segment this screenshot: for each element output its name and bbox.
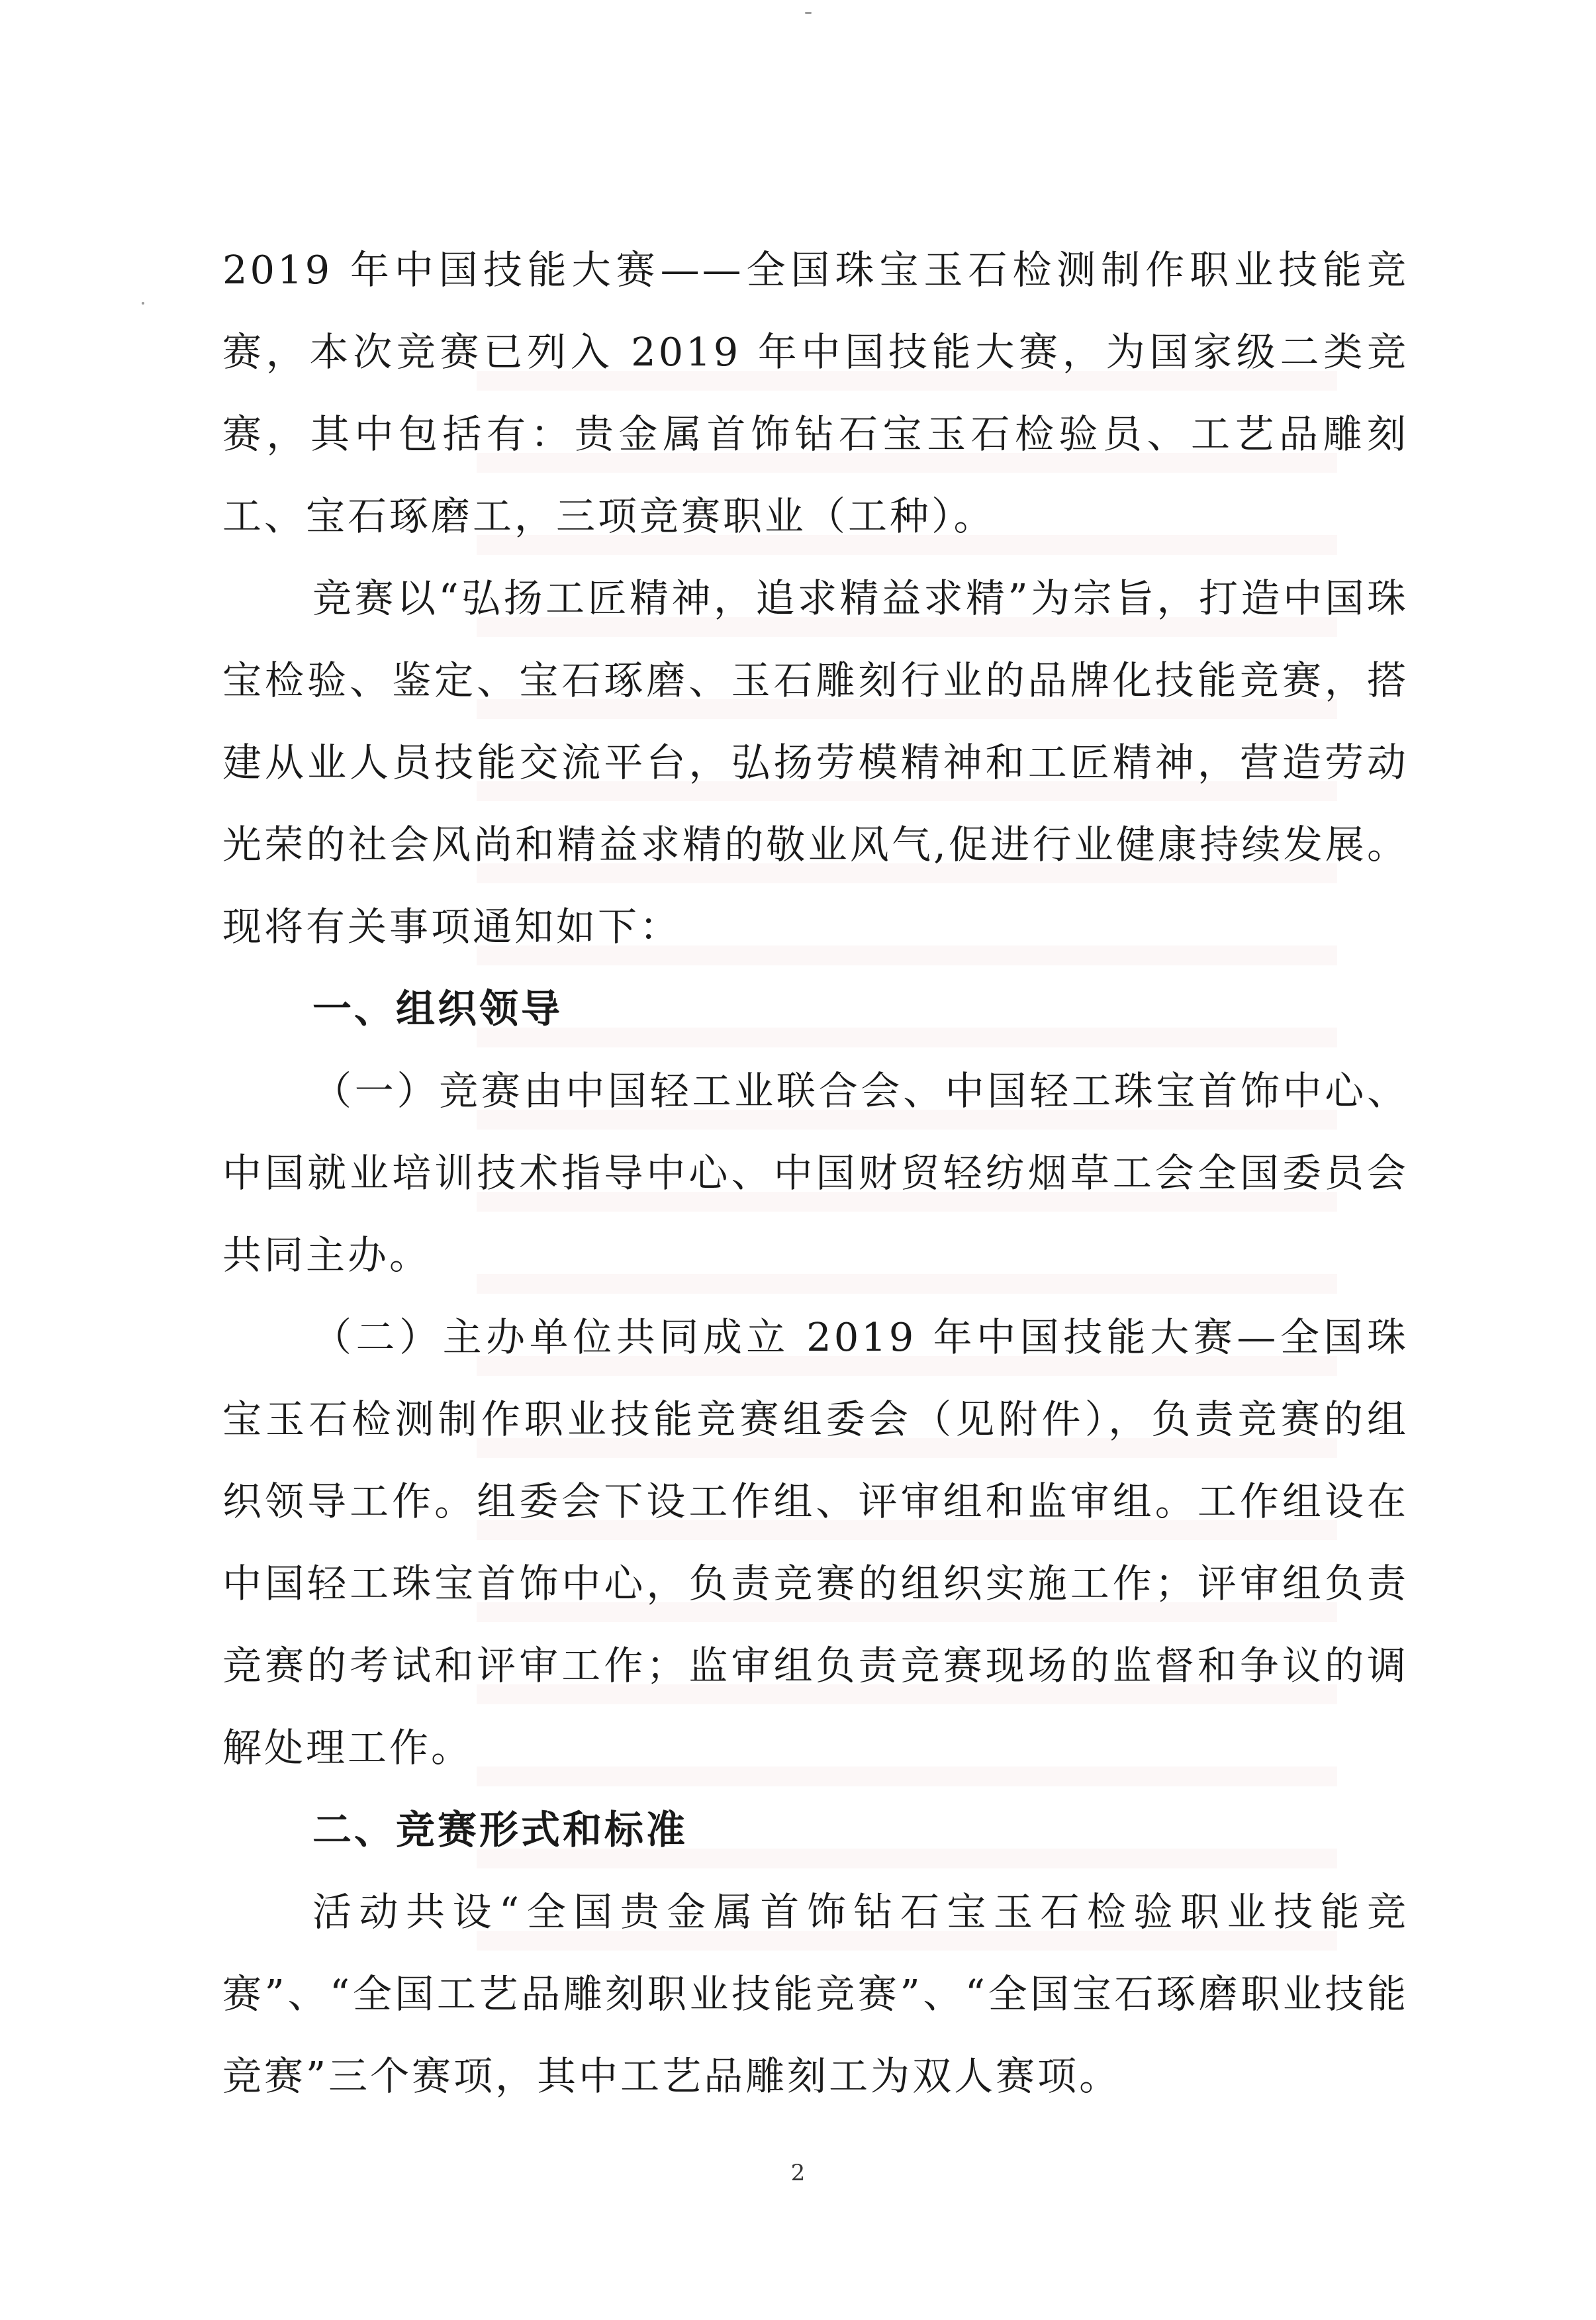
paragraph-intro: 2019 年中国技能大赛——全国珠宝玉石检测制作职业技能竞赛，本次竞赛已列入 2019 年中国技能大赛，为国家级二类竞赛，其中包括有：贵金属首饰钻石宝玉石检验员、工艺品雕刻工、宝石琢磨工，三项竞赛职业（工种）。 xyxy=(222,247,1409,539)
scan-speck xyxy=(142,302,144,305)
document-body xyxy=(222,229,1409,2117)
section-heading-format: 二、竞赛形式和标准 xyxy=(312,1807,688,1853)
section-heading-organization: 一、组织领导 xyxy=(312,986,563,1032)
scan-speck xyxy=(805,12,812,14)
paragraph-committee: （二）主办单位共同成立 2019 年中国技能大赛—全国珠宝玉石检测制作职业技能竞赛组委会（见附件），负责竞赛的组织领导工作。组委会下设工作组、评审组和监审组。工作组设在中国轻工珠宝首饰中心，负责竞赛的组织实施工作；评审组负责竞赛的考试和评审工作；监审组负责竞赛现场的监督和争议的调解处理工作。 xyxy=(222,1314,1409,1770)
paragraph-organizers: （一）竞赛由中国轻工业联合会、中国轻工珠宝首饰中心、中国就业培训技术指导中心、中国财贸轻纺烟草工会全国委员会共同主办。 xyxy=(222,1068,1409,1278)
paragraph-events: 活动共设“全国贵金属首饰钻石宝玉石检验职业技能竞赛”、“全国工艺品雕刻职业技能竞赛”、“全国宝石琢磨职业技能竞赛”三个赛项，其中工艺品雕刻工为双人赛项。 xyxy=(222,1889,1409,2099)
paragraph-purpose: 竞赛以“弘扬工匠精神，追求精益求精”为宗旨，打造中国珠宝检验、鉴定、宝石琢磨、玉石雕刻行业的品牌化技能竞赛，搭建从业人员技能交流平台，弘扬劳模精神和工匠精神，营造劳动光荣的社会风尚和精益求精的敬业风气,促进行业健康持续发展。现将有关事项通知如下： xyxy=(222,575,1409,949)
page-number: 2 xyxy=(790,2160,806,2186)
